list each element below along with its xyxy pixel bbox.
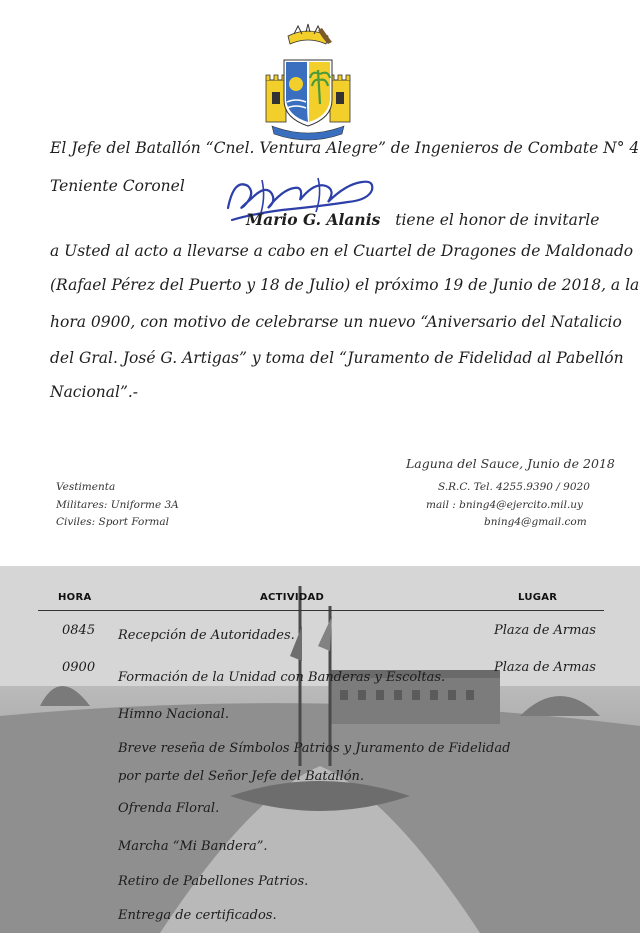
row-activity: Entrega de certificados. xyxy=(118,908,277,923)
contact-mail-1: mail : bning4@ejercito.mil.uy xyxy=(426,499,583,511)
row-activity: Breve reseña de Símbolos Patrios y Juramento de Fidelidad xyxy=(118,741,511,756)
contact-mail-2: bning4@gmail.com xyxy=(484,516,587,528)
row-time: 0900 xyxy=(62,660,96,675)
header-activity: ACTIVIDAD xyxy=(260,592,325,603)
dress-civilian: Civiles: Sport Formal xyxy=(56,516,169,528)
row-place: Plaza de Armas xyxy=(494,623,596,638)
row-activity: Formación de la Unidad con Banderas y Escoltas. xyxy=(118,670,446,685)
letter-line-3-rest: tiene el honor de invitarle xyxy=(395,211,600,229)
letter-line-2: Teniente Coronel xyxy=(50,177,185,195)
dress-title: Vestimenta xyxy=(56,481,116,493)
contact-phone: S.R.C. Tel. 4255.9390 / 9020 xyxy=(438,481,590,493)
letter-line-6: hora 0900, con motivo de celebrarse un nuevo “Aniversario del Natalicio xyxy=(50,313,622,331)
row-place: Plaza de Armas xyxy=(494,660,596,675)
header-place: LUGAR xyxy=(518,592,558,603)
letter-line-1: El Jefe del Batallón “Cnel. Ventura Alegre” de Ingenieros de Combate N° 4 xyxy=(50,139,640,157)
row-activity: Marcha “Mi Bandera”. xyxy=(118,839,268,854)
dress-military: Militares: Uniforme 3A xyxy=(56,499,179,511)
commander-name: Mario G. Alanis xyxy=(246,210,381,229)
header-rule xyxy=(38,610,604,611)
letter-line-8: Nacional”.- xyxy=(50,383,139,401)
row-time: 0845 xyxy=(62,623,96,638)
row-activity: Recepción de Autoridades. xyxy=(118,628,295,643)
header-time: HORA xyxy=(58,592,92,603)
row-activity: Ofrenda Floral. xyxy=(118,801,220,816)
letter-line-7: del Gral. José G. Artigas” y toma del “Juramento de Fidelidad al Pabellón xyxy=(50,349,624,367)
row-activity: por parte del Señor Jefe del Batallón. xyxy=(118,769,365,784)
letter-line-4: a Usted al acto a llevarse a cabo en el Cuartel de Dragones de Maldonado xyxy=(50,242,634,260)
coat-of-arms-icon xyxy=(258,22,358,142)
place-date: Laguna del Sauce, Junio de 2018 xyxy=(406,456,615,471)
letter-line-3 xyxy=(246,210,599,229)
row-activity: Himno Nacional. xyxy=(118,707,229,722)
letter-line-5: (Rafael Pérez del Puerto y 18 de Julio) el próximo 19 de Junio de 2018, a la xyxy=(50,276,640,294)
row-activity: Retiro de Pabellones Patrios. xyxy=(118,874,309,889)
